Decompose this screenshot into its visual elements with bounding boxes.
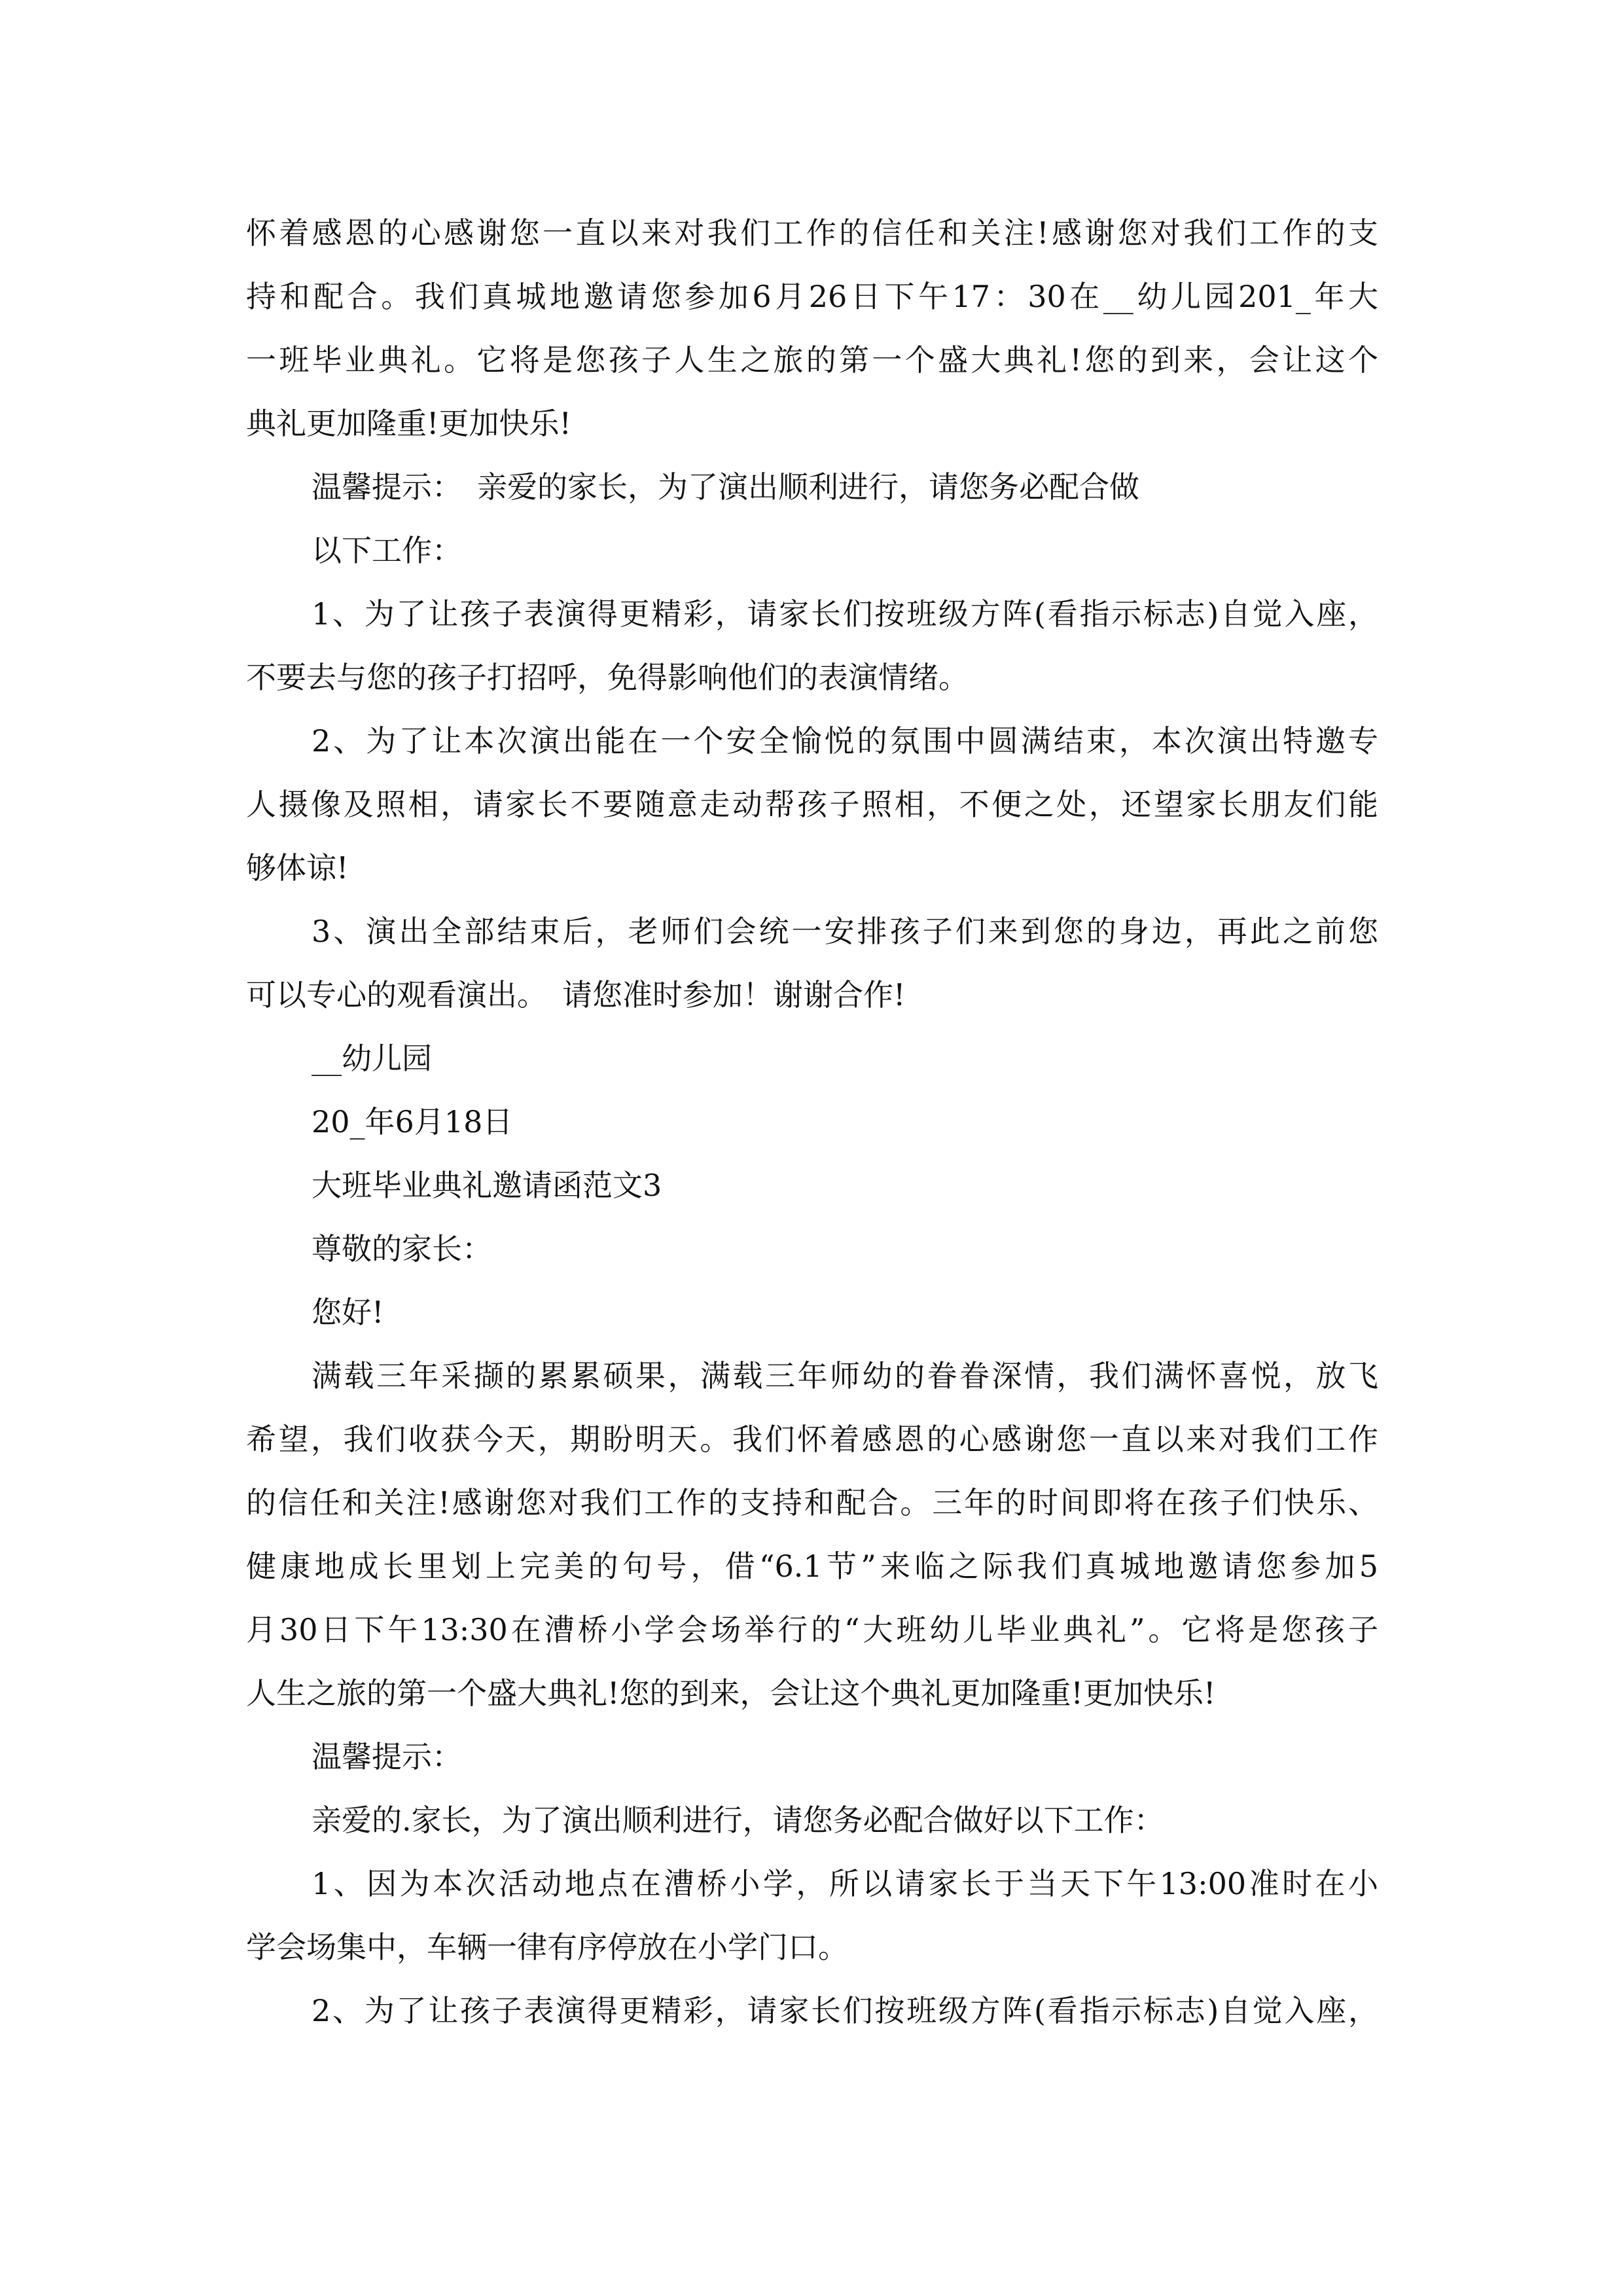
text-line: 不要去与您的孩子打招呼，免得影响他们的表演情绪。 xyxy=(246,660,969,695)
text-line: 2、为了让本次演出能在一个安全愉悦的氛围中圆满结束，本次演出特邀专 xyxy=(312,723,1378,759)
signature-org: __幼儿园 xyxy=(312,1041,432,1076)
text-line: 希望，我们收获今天，期盼明天。我们怀着感恩的心感谢您一直以来对我们工作 xyxy=(246,1422,1378,1457)
text-line: 健康地成长里划上完美的句号，借“6.1节”来临之际我们真城地邀请您参加5 xyxy=(246,1549,1378,1584)
text-line: 学会场集中，车辆一律有序停放在小学门口。 xyxy=(246,1929,848,1965)
text-line: 怀着感恩的心感谢您一直以来对我们工作的信任和关注!感谢您对我们工作的支 xyxy=(246,215,1378,251)
text-line: 1、为了让孩子表演得更精彩，请家长们按班级方阵(看指示标志)自觉入座， xyxy=(312,596,1378,632)
text-line: 1、因为本次活动地点在漕桥小学，所以请家长于当天下午13:00准时在小 xyxy=(312,1866,1378,1901)
text-line: 3、演出全部结束后，老师们会统一安排孩子们来到您的身边，再此之前您 xyxy=(312,914,1378,949)
text-line: 月30日下午13:30在漕桥小学会场举行的“大班幼儿毕业典礼”。它将是您孩子 xyxy=(246,1612,1378,1647)
greeting: 您好! xyxy=(312,1295,384,1330)
text-line: 人生之旅的第一个盛大典礼!您的到来，会让这个典礼更加隆重!更加快乐! xyxy=(246,1676,1216,1711)
text-line: 够体谅! xyxy=(246,850,349,886)
signature-date: 20_年6月18日 xyxy=(312,1104,513,1139)
text-line: 可以专心的观看演出。 请您准时参加！谢谢合作! xyxy=(246,977,906,1013)
text-line: 满载三年采撷的累累硕果，满载三年师幼的眷眷深情，我们满怀喜悦，放飞 xyxy=(312,1358,1378,1393)
salutation: 尊敬的家长： xyxy=(312,1231,492,1266)
text-line: 温馨提示： xyxy=(312,1739,462,1774)
text-line: 2、为了让孩子表演得更精彩，请家长们按班级方阵(看指示标志)自觉入座， xyxy=(312,1993,1378,2028)
section-title: 大班毕业典礼邀请函范文3 xyxy=(312,1168,662,1203)
text-line: 以下工作： xyxy=(312,533,462,568)
text-line: 典礼更加隆重!更加快乐! xyxy=(246,406,571,441)
text-line: 温馨提示： 亲爱的家长，为了演出顺利进行，请您务必配合做 xyxy=(312,469,1139,505)
text-line: 人摄像及照相，请家长不要随意走动帮孩子照相，不便之处，还望家长朋友们能 xyxy=(246,787,1378,822)
text-line: 持和配合。我们真城地邀请您参加6月26日下午17：30在__幼儿园201_年大 xyxy=(246,279,1378,314)
text-line: 的信任和关注!感谢您对我们工作的支持和配合。三年的时间即将在孩子们快乐、 xyxy=(246,1485,1378,1520)
text-line: 一班毕业典礼。它将是您孩子人生之旅的第一个盛大典礼!您的到来，会让这个 xyxy=(246,342,1378,378)
text-line: 亲爱的.家长，为了演出顺利进行，请您务必配合做好以下工作： xyxy=(312,1803,1164,1838)
